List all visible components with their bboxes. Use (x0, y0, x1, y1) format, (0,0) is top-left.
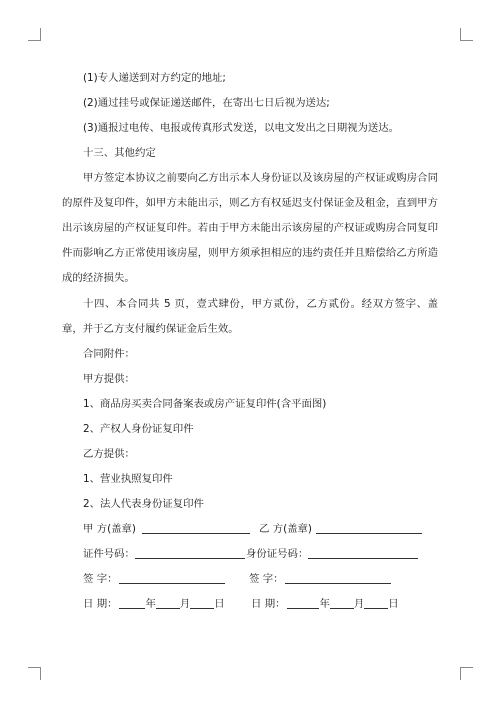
party-b-signature (249, 567, 391, 592)
party-a-year-unit: 年 (145, 598, 156, 610)
id-number-label: 身份证号码： (246, 548, 309, 560)
party-a-seal (83, 517, 259, 542)
party-b-provides-heading: 乙方提供： (83, 448, 135, 460)
cert-number-label: 证件号码： (83, 548, 135, 560)
cert-number-blank (135, 546, 245, 559)
crop-mark-top-right (460, 28, 473, 41)
party-b-seal-label: 乙 方(盖章) (259, 523, 312, 535)
party-b-seal (259, 517, 422, 542)
party-b-attachment-2: 2、法人代表身份证复印件 (83, 498, 204, 510)
party-b-month-blank (330, 596, 354, 609)
party-a-date-label: 日 期： (83, 598, 118, 610)
date-row (62, 592, 438, 617)
id-number-blank (308, 546, 418, 559)
party-a-cert (83, 542, 246, 567)
party-a-sign-blank (119, 571, 225, 584)
id-number-row (62, 542, 438, 567)
party-a-day-unit: 日 (214, 598, 225, 610)
party-b-id (246, 542, 418, 567)
crop-mark-bottom-left (28, 667, 41, 680)
party-a-day-blank (190, 596, 214, 609)
attachments-heading: 合同附件： (83, 348, 135, 360)
party-a-month-blank (156, 596, 180, 609)
party-a-seal-blank (142, 521, 250, 534)
document-page (62, 66, 438, 617)
party-b-month-unit: 月 (353, 598, 365, 610)
party-a-provides-heading: 甲方提供： (83, 373, 135, 385)
section-14-paragraph: 十四、本合同共 5 页，壹式肆份，甲方贰份，乙方贰份。经双方签字、盖章，并于乙方支付履约保证金后生效。 (62, 298, 438, 335)
signature-row (62, 567, 438, 592)
party-b-day-blank (364, 596, 388, 609)
party-b-year-blank (287, 596, 319, 609)
party-a-year-blank (119, 596, 145, 609)
party-a-attachment-2: 2、产权人身份证复印件 (83, 423, 194, 435)
party-a-signature (83, 567, 249, 592)
crop-mark-bottom-right (460, 667, 473, 680)
clause-other-agreements: 甲方签定本协议之前要向乙方出示本人身份证以及该房屋的产权证或购房合同的原件及复印件，如甲方未能出示，则乙方有权延迟支付保证金及租金，直到甲方出示该房屋的产权证复印件。若由于甲方未能出示该房屋的产权证或购房合同复印件而影响乙方正常使用该房屋，则甲方须承担相应的违约责任并且赔偿给乙方所造成的经济损失。 (62, 172, 438, 284)
party-a-attachment-1: 1、商品房买卖合同备案表或房产证复印件(含平面图) (83, 398, 327, 410)
party-a-date (83, 592, 251, 617)
party-b-year-unit: 年 (319, 598, 330, 610)
party-a-sign-label: 签 字： (83, 573, 118, 585)
clause-delivery-3: (3)通报过电传、电报或传真形式发送，以电文发出之日期视为送达。 (83, 122, 400, 134)
clause-delivery-1: (1)专人递送到对方约定的地址; (83, 72, 226, 84)
party-b-date-label: 日 期： (251, 598, 286, 610)
party-b-sign-blank (285, 571, 391, 584)
party-b-day-unit: 日 (388, 598, 399, 610)
party-b-seal-blank (316, 521, 422, 534)
party-a-seal-label: 甲 方(盖章) (83, 523, 136, 535)
seal-row (62, 517, 438, 542)
crop-mark-top-left (28, 28, 41, 41)
party-a-month-unit: 月 (179, 598, 191, 610)
clause-delivery-2: (2)通过挂号或保证递送邮件，在寄出七日后视为送达; (83, 97, 330, 109)
party-b-date (251, 592, 399, 617)
section-heading-13: 十三、其他约定 (83, 147, 156, 159)
party-b-attachment-1: 1、营业执照复印件 (83, 473, 173, 485)
party-b-sign-label: 签 字： (249, 573, 284, 585)
